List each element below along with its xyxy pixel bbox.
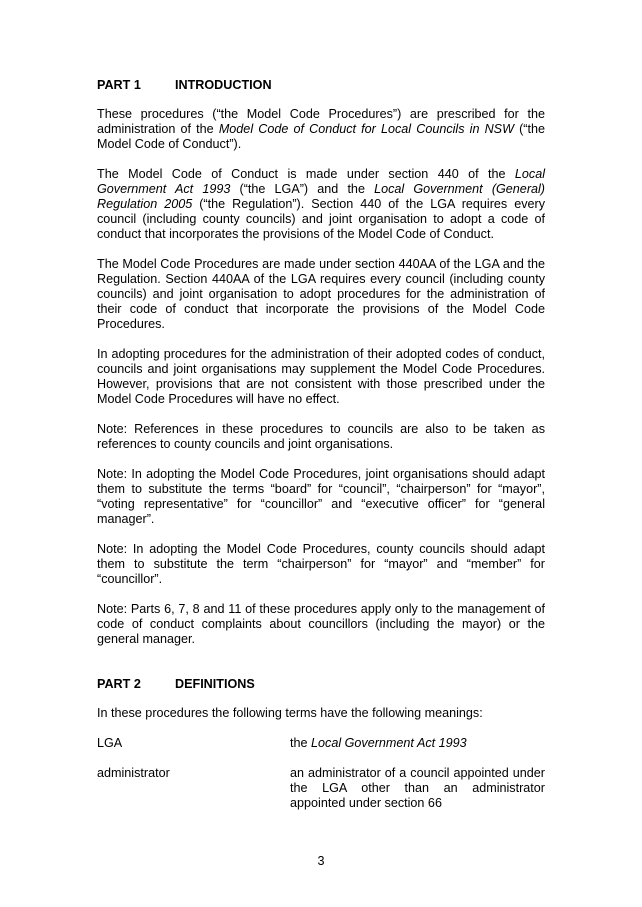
part2-heading [97, 677, 545, 692]
intro-paragraph-3: The Model Code Procedures are made under section 440AA of the LGA and the Regulation. Section 440AA of the LGA requires every council (including county councils) and joint organisation to adopt procedures for the administration of their code of conduct that incorporate the provisions of the Model Code Procedures. [97, 257, 545, 331]
document-page [97, 78, 545, 826]
definition-text: the Local Government Act 1993 [290, 736, 467, 750]
note-joint-organisations: Note: In adopting the Model Code Procedures, joint organisations should adapt them to substitute the terms “board” for “council”, “chairperson” for “mayor”, “voting representative” for “councillor” and “executive officer” for “general manager”. [97, 467, 545, 526]
intro-paragraph-2: The Model Code of Conduct is made under section 440 of the Local Government Act 1993 (“the LGA”) and the Local Government (General) Regulation 2005 (“the Regulation”). Section 440 of the LGA requires every council (including county councils) and joint organisation to adopt a code of conduct that incorporates the provisions of the Model Code of Conduct. [97, 167, 546, 241]
part2-number: PART 2 [97, 677, 141, 691]
regulation-title: Local Government (General) Regulation 2005 [97, 182, 546, 211]
part2-title: DEFINITIONS [175, 677, 255, 691]
note-county-councils: Note: In adopting the Model Code Procedures, county councils should adapt them to substitute the term “chairperson” for “mayor” and “member” for “councillor”. [97, 542, 545, 586]
part1-title: INTRODUCTION [175, 78, 272, 92]
definitions-intro: In these procedures the following terms have the following meanings: [97, 706, 483, 720]
part1-heading [97, 78, 545, 93]
lga-act-title: Local Government Act 1993 [97, 167, 545, 196]
definition-row-administrator [97, 766, 545, 811]
intro-paragraph-4: In adopting procedures for the administration of their adopted codes of conduct, councils and joint organisations may supplement the Model Code Procedures. However, provisions that are not consistent with those prescribed under the Model Code Procedures will have no effect. [97, 347, 545, 406]
definition-row-lga [97, 736, 545, 751]
intro-paragraph-1: These procedures (“the Model Code Procedures”) are prescribed for the administration of the Model Code of Conduct for Local Councils in NSW (“the Model Code of Conduct”). [97, 107, 545, 151]
definition-term: LGA [97, 736, 123, 750]
part1-number: PART 1 [97, 78, 141, 92]
definition-term: administrator [97, 766, 170, 780]
note-councils: Note: References in these procedures to councils are also to be taken as references to county councils and joint organisations. [97, 422, 545, 451]
page-number: 3 [317, 854, 325, 868]
note-parts-scope: Note: Parts 6, 7, 8 and 11 of these procedures apply only to the management of code of conduct complaints about councillors (including the mayor) or the general manager. [97, 602, 545, 646]
code-of-conduct-title: Model Code of Conduct for Local Councils in NSW [218, 122, 514, 136]
definition-text: an administrator of a council appointed under the LGA other than an administrator appointed under section 66 [290, 766, 545, 810]
